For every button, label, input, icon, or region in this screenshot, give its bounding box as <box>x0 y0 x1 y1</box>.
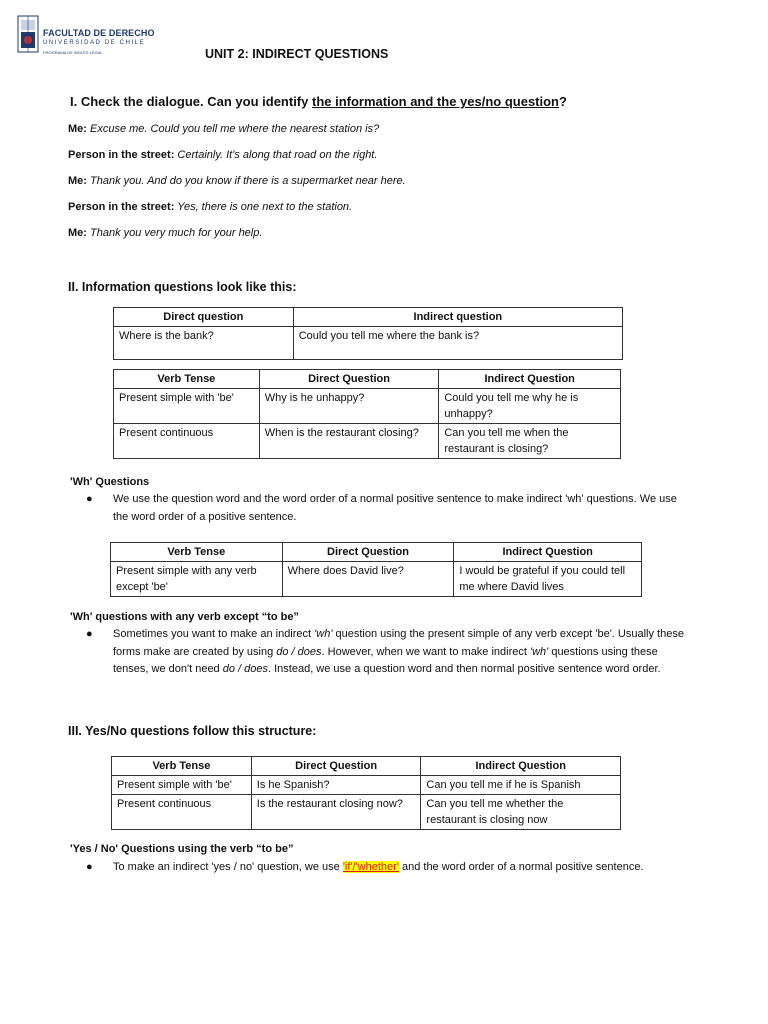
table-direct-indirect <box>113 307 623 360</box>
wh-any-verb-heading: 'Wh' questions with any verb except “to be” <box>70 611 299 623</box>
dialogue-line: Me: Thank you very much for your help. <box>68 227 263 239</box>
table-cell: Could you tell me why he is unhappy? <box>439 389 621 424</box>
table-header: Direct Question <box>259 370 439 389</box>
bullet-text: Sometimes you want to make an indirect 'wh' question using the present simple of any verb except 'be'. Usually these forms make are created by using do / does. However, when we want to make indirect 'wh' questions using these tenses, we don't need do / does. Instead, we use a question word and then normal positive sentence word order. <box>113 628 684 675</box>
table-header-row <box>114 308 623 327</box>
yes-no-heading: 'Yes / No' Questions using the verb “to be” <box>70 843 294 855</box>
university-seal-icon <box>16 14 40 54</box>
table-yes-no <box>111 756 621 830</box>
table-header: Verb Tense <box>111 543 283 562</box>
table-header-row <box>114 370 621 389</box>
table-any-verb <box>110 542 642 597</box>
table-row <box>112 776 621 795</box>
logo-title: FACULTAD DE DERECHO <box>43 28 155 38</box>
table-header: Indirect question <box>293 308 622 327</box>
table-header: Direct question <box>114 308 294 327</box>
bullet-text: We use the question word and the word order of a normal positive sentence to make indirect 'wh' questions. We use the word order of a positive sentence. <box>113 493 677 523</box>
highlighted-text: 'if'/'whether' <box>342 861 399 873</box>
bullet-item <box>86 491 692 526</box>
table-cell: Present continuous <box>112 795 252 830</box>
table-cell: Is he Spanish? <box>251 776 421 795</box>
section-2-heading: II. Information questions look like this: <box>68 280 297 294</box>
bullet-icon: ● <box>86 628 93 640</box>
wh-questions-heading: 'Wh' Questions <box>70 476 150 488</box>
table-row <box>112 795 621 830</box>
dialogue-line: Person in the street: Yes, there is one next to the station. <box>68 201 353 213</box>
table-header-row <box>111 543 642 562</box>
table-row <box>114 389 621 424</box>
table-cell: Is the restaurant closing now? <box>251 795 421 830</box>
table-row <box>114 424 621 459</box>
bullet-icon: ● <box>86 861 93 873</box>
table-cell: Present simple with any verb except 'be' <box>111 562 283 597</box>
dialogue-line: Me: Thank you. And do you know if there is a supermarket near here. <box>68 175 406 187</box>
dialogue-line: Me: Excuse me. Could you tell me where the nearest station is? <box>68 123 380 135</box>
page-title: UNIT 2: INDIRECT QUESTIONS <box>205 47 389 61</box>
bullet-item <box>86 859 692 877</box>
table-cell: Present simple with 'be' <box>114 389 260 424</box>
dialogue-line: Person in the street: Certainly. It's along that road on the right. <box>68 149 378 161</box>
table-header: Indirect Question <box>454 543 642 562</box>
section-3-heading: III. Yes/No questions follow this structure: <box>68 724 317 738</box>
table-cell: Can you tell me if he is Spanish <box>421 776 621 795</box>
bullet-item <box>86 626 692 679</box>
table-header: Verb Tense <box>114 370 260 389</box>
table-cell: When is the restaurant closing? <box>259 424 439 459</box>
table-header: Verb Tense <box>112 757 252 776</box>
logo-university: UNIVERSIDAD DE CHILE <box>43 40 146 46</box>
table-header: Direct Question <box>282 543 454 562</box>
table-cell: Where is the bank? <box>114 327 294 360</box>
table-cell: Present continuous <box>114 424 260 459</box>
table-header: Indirect Question <box>421 757 621 776</box>
table-cell: Could you tell me where the bank is? <box>293 327 622 360</box>
logo-program: PROGRAMA DE INGLÉS LEGAL <box>43 50 103 55</box>
table-wh-examples <box>113 369 621 459</box>
bullet-text: To make an indirect 'yes / no' question, we use 'if'/'whether' and the word order of a normal positive sentence. <box>113 861 644 873</box>
table-row <box>111 562 642 597</box>
section-1-heading: I. Check the dialogue. Can you identify the information and the yes/no question? <box>70 94 567 109</box>
table-row <box>114 327 623 360</box>
table-header-row <box>112 757 621 776</box>
table-cell: Present simple with 'be' <box>112 776 252 795</box>
table-cell: Can you tell me whether the restaurant is closing now <box>421 795 621 830</box>
table-cell: Where does David live? <box>282 562 454 597</box>
table-header: Direct Question <box>251 757 421 776</box>
table-header: Indirect Question <box>439 370 621 389</box>
bullet-icon: ● <box>86 493 93 505</box>
table-cell: Can you tell me when the restaurant is closing? <box>439 424 621 459</box>
faculty-logo <box>16 12 155 58</box>
table-cell: Why is he unhappy? <box>259 389 439 424</box>
table-cell: I would be grateful if you could tell me where David lives <box>454 562 642 597</box>
